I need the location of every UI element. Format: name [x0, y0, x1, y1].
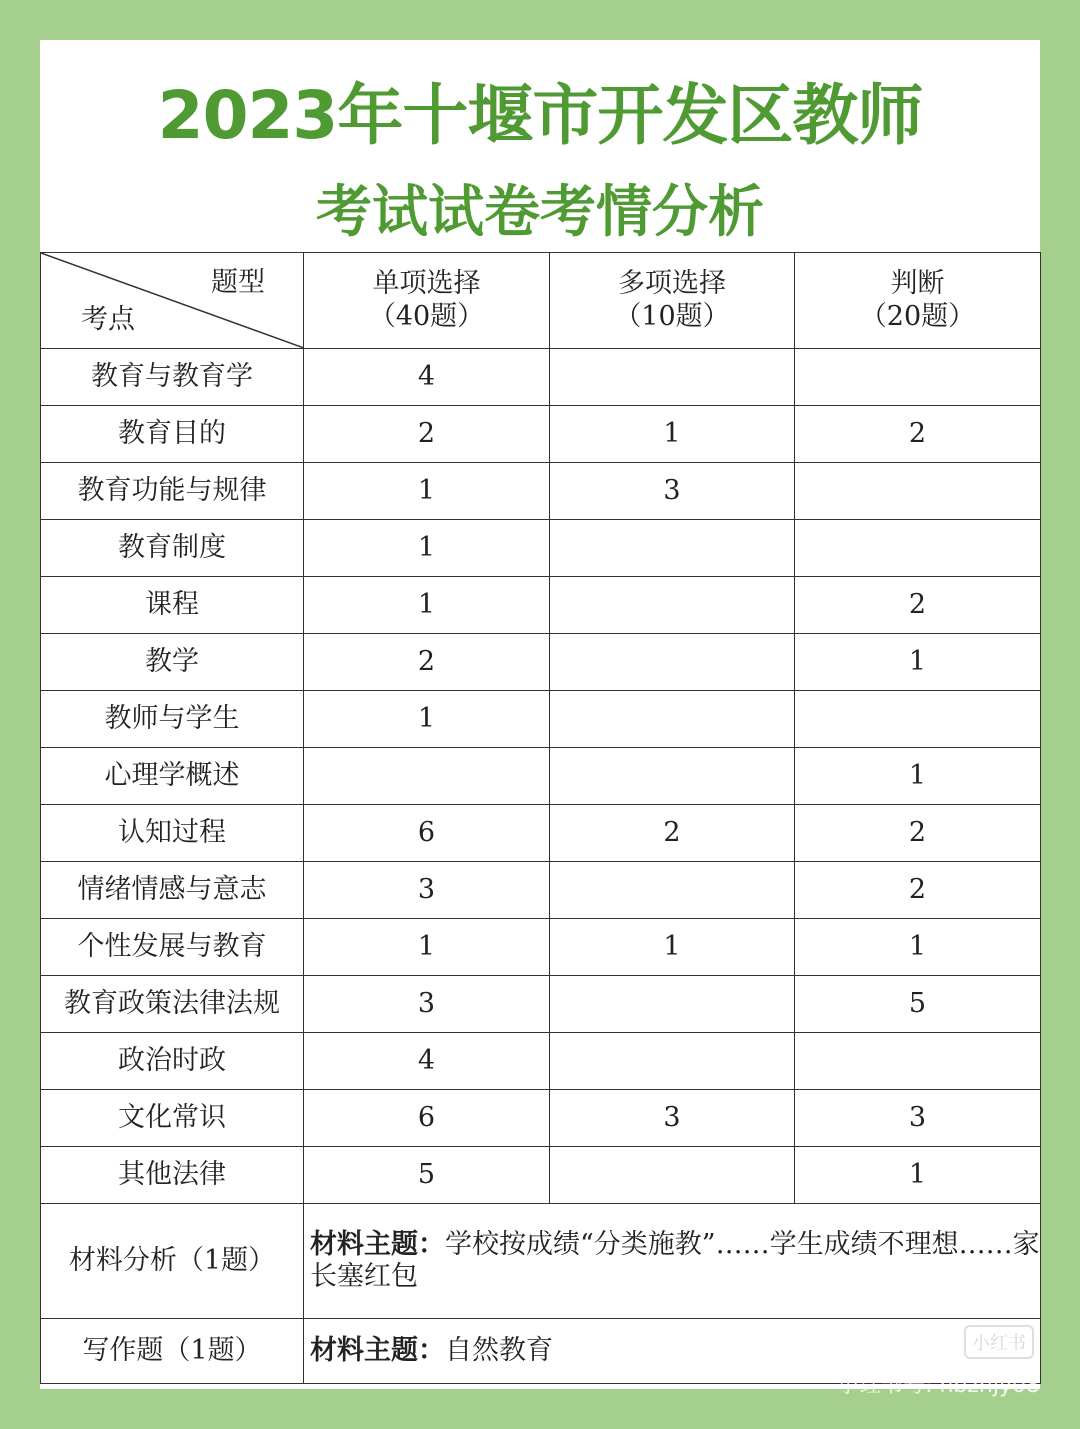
single-choice-cell: 6	[304, 1090, 550, 1147]
topic-cell: 教师与学生	[41, 691, 304, 748]
watermark-logo: 小红书	[964, 1325, 1034, 1359]
single-choice-cell: 1	[304, 577, 550, 634]
single-choice-cell	[304, 748, 550, 805]
table-row	[41, 463, 1041, 520]
point-label: 考点	[81, 303, 135, 335]
single-choice-cell: 4	[304, 1033, 550, 1090]
multi-choice-cell	[550, 691, 795, 748]
topic-cell: 教育目的	[41, 406, 304, 463]
judge-cell: 1	[795, 748, 1041, 805]
table-row	[41, 691, 1041, 748]
table-row	[41, 349, 1041, 406]
judge-cell: 3	[795, 1090, 1041, 1147]
single-choice-cell: 2	[304, 406, 550, 463]
single-choice-cell: 5	[304, 1147, 550, 1204]
type-label: 题型	[211, 267, 265, 298]
single-choice-cell: 2	[304, 634, 550, 691]
table-row	[41, 976, 1041, 1033]
topic-cell: 心理学概述	[41, 748, 304, 805]
topic-cell: 教学	[41, 634, 304, 691]
table-row	[41, 1147, 1041, 1204]
table-row	[41, 577, 1041, 634]
topic-cell: 教育与教育学	[41, 349, 304, 406]
col-name: 多项选择	[618, 268, 726, 300]
col-count: （10题）	[614, 300, 730, 332]
topic-cell: 认知过程	[41, 805, 304, 862]
theme-text: 学校按成绩“分类施教”……学生成绩不理想……家长塞红包	[310, 1228, 1040, 1292]
judge-cell: 1	[795, 634, 1041, 691]
single-choice-cell: 3	[304, 862, 550, 919]
judge-cell: 2	[795, 406, 1041, 463]
multi-choice-cell: 1	[550, 919, 795, 976]
topic-cell: 教育制度	[41, 520, 304, 577]
table-row	[41, 919, 1041, 976]
multi-choice-cell	[550, 349, 795, 406]
multi-choice-cell	[550, 577, 795, 634]
judge-cell: 2	[795, 805, 1041, 862]
multi-choice-cell	[550, 520, 795, 577]
multi-choice-cell	[550, 976, 795, 1033]
material-analysis-row	[41, 1204, 1041, 1319]
title-line-1: 2023年十堰市开发区教师	[157, 77, 923, 154]
header-row	[41, 253, 1041, 349]
header-judge	[795, 253, 1041, 349]
theme-text: 自然教育	[445, 1334, 553, 1366]
col-count: （40题）	[368, 300, 485, 332]
multi-choice-cell: 2	[550, 805, 795, 862]
col-name: 判断	[890, 268, 945, 300]
table-row	[41, 520, 1041, 577]
topic-cell: 政治时政	[41, 1033, 304, 1090]
material-analysis-label: 材料分析（1题）	[41, 1204, 304, 1319]
judge-cell: 2	[795, 577, 1041, 634]
judge-cell: 1	[795, 919, 1041, 976]
theme-label: 材料主题：	[310, 1228, 445, 1260]
table-row	[41, 634, 1041, 691]
judge-cell: 5	[795, 976, 1041, 1033]
multi-choice-cell: 1	[550, 406, 795, 463]
topic-cell: 文化常识	[41, 1090, 304, 1147]
watermark-text: 小红书号: hbzhjy08	[837, 1373, 1040, 1398]
topic-cell: 情绪情感与意志	[41, 862, 304, 919]
judge-cell	[795, 463, 1041, 520]
topic-cell: 教育政策法律法规	[41, 976, 304, 1033]
topic-cell: 课程	[41, 577, 304, 634]
table-row	[41, 748, 1041, 805]
table-row	[41, 1090, 1041, 1147]
single-choice-cell: 1	[304, 919, 550, 976]
theme-label: 材料主题：	[310, 1334, 445, 1366]
table-row	[41, 406, 1041, 463]
single-choice-cell: 3	[304, 976, 550, 1033]
single-choice-cell: 1	[304, 463, 550, 520]
judge-cell	[795, 1033, 1041, 1090]
table-row	[41, 862, 1041, 919]
header-single	[304, 253, 550, 349]
multi-choice-cell: 3	[550, 463, 795, 520]
single-choice-cell: 4	[304, 349, 550, 406]
topic-cell: 其他法律	[41, 1147, 304, 1204]
multi-choice-cell	[550, 1033, 795, 1090]
judge-cell	[795, 691, 1041, 748]
topic-cell: 教育功能与规律	[41, 463, 304, 520]
judge-cell: 1	[795, 1147, 1041, 1204]
header-multi	[550, 253, 795, 349]
table-row	[41, 1033, 1041, 1090]
judge-cell: 2	[795, 862, 1041, 919]
analysis-table	[40, 252, 1041, 1384]
judge-cell	[795, 520, 1041, 577]
card	[40, 40, 1040, 1389]
topic-cell: 个性发展与教育	[41, 919, 304, 976]
single-choice-cell: 1	[304, 520, 550, 577]
multi-choice-cell	[550, 862, 795, 919]
writing-label: 写作题（1题）	[41, 1319, 304, 1384]
judge-cell	[795, 349, 1041, 406]
header-diagonal-cell	[41, 253, 304, 349]
col-name: 单项选择	[372, 268, 481, 300]
multi-choice-cell: 3	[550, 1090, 795, 1147]
material-analysis-theme	[304, 1204, 1041, 1319]
single-choice-cell: 1	[304, 691, 550, 748]
col-count: （20题）	[859, 300, 976, 332]
title-line-2: 考试试卷考情分析	[316, 180, 764, 245]
single-choice-cell: 6	[304, 805, 550, 862]
multi-choice-cell	[550, 634, 795, 691]
multi-choice-cell	[550, 1147, 795, 1204]
table-row	[41, 805, 1041, 862]
multi-choice-cell	[550, 748, 795, 805]
